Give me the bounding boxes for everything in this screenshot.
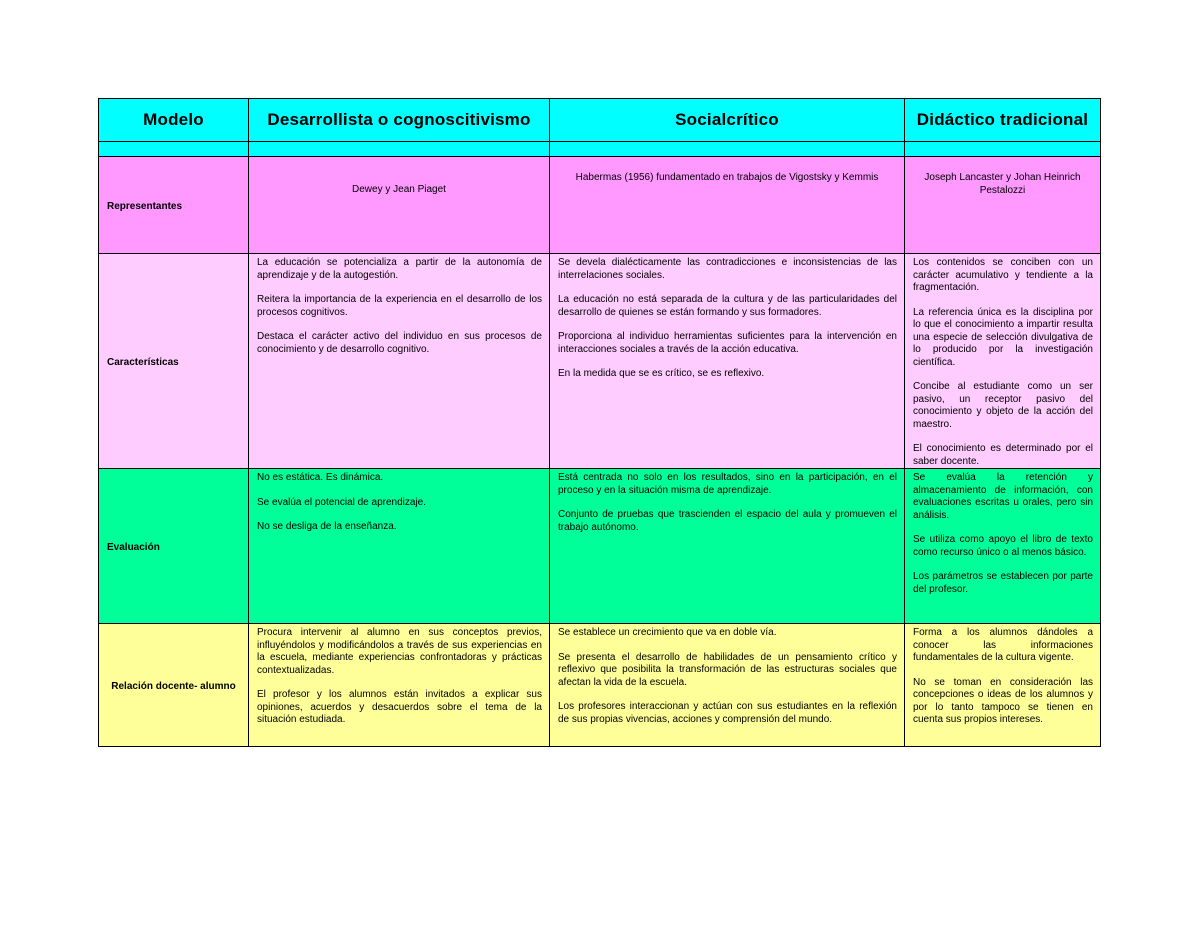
paragraph: Se utiliza como apoyo el libro de texto como recurso único o al menos básico. [913,534,1093,558]
paragraph: Conjunto de pruebas que trascienden el espacio del aula y promueven el trabajo autónomo. [558,509,897,533]
paragraph: Los contenidos se conciben con un carácter acumulativo y tendiente a la fragmentación. [913,257,1093,293]
label-cell [99,624,249,747]
header-socialcritico-cell [550,99,905,142]
paragraph: El conocimiento es determinado por el saber docente. [913,443,1093,467]
paragraph: Los profesores interaccionan y actúan con sus estudiantes en la reflexión de sus propias vivencias, acciones y comprensión del mundo. [558,701,897,725]
header-modelo-cell [99,99,249,142]
paragraph: Se devela dialécticamente las contradicciones e inconsistencias de las interrelaciones sociales. [558,257,897,281]
representantes-didactico-cell [905,157,1101,254]
paragraph: Se evalúa el potencial de aprendizaje. [257,496,427,508]
label-cell [99,157,249,254]
row-label-representantes: Representantes [107,201,183,212]
header-didactico: Didáctico tradicional [916,110,1089,129]
paragraph: Se evalúa la retención y almacenamiento de información, con evaluaciones escritas u orales, pero sin análisis. [913,472,1093,521]
paragraph: Concibe al estudiante como un ser pasivo, un receptor pasivo del conocimiento y objeto de la acción del maestro. [913,381,1093,430]
relacion-desarrollista-cell [249,624,550,747]
paragraph: El profesor y los alumnos están invitados a explicar sus opiniones, acuerdos y desacuerdos sobre el tema de la situación estudiada. [257,689,542,725]
paragraph: Se presenta el desarrollo de habilidades de un pensamiento crítico y reflexivo que posibilita la transformación de las estructuras sociales que afectan la vida de la escuela. [558,651,897,688]
header-desarrollista: Desarrollista o cognoscitivismo [267,110,531,129]
paragraph: Está centrada no solo en los resultados, sino en la participación, en el proceso y en la situación misma de aprendizaje. [558,472,897,496]
paragraph: En la medida que se es crítico, se es reflexivo. [558,368,765,379]
header-socialcritico: Socialcrítico [675,110,779,129]
paragraph: No es estática. Es dinámica. [257,472,384,483]
header-row [99,99,1101,142]
spacer-row [99,142,1101,157]
caracteristicas-desarrollista-cell [249,254,550,469]
paragraph: Se establece un crecimiento que va en doble vía. [558,627,777,638]
representantes-desarrollista-cell [249,157,550,254]
header-modelo: Modelo [143,110,204,129]
paragraph: Los parámetros se establecen por parte del profesor. [913,571,1093,595]
paragraph: La educación se potencializa a partir de la autonomía de aprendizaje y de la autogestión. [257,257,542,281]
header-desarrollista-cell [249,99,550,142]
header-didactico-cell [905,99,1101,142]
row-label-caracteristicas: Características [107,357,179,368]
paragraph: Proporciona al individuo herramientas suficientes para la intervención en interacciones sociales a través de la acción educativa. [558,331,897,355]
spacer-cell [905,142,1101,157]
evaluacion-desarrollista-cell [249,469,550,624]
row-caracteristicas [99,254,1101,469]
spacer-cell [249,142,550,157]
paragraph: Reitera la importancia de la experiencia en el desarrollo de los procesos cognitivos. [257,294,542,318]
spacer-cell [550,142,905,157]
paragraph: Procura intervenir al alumno en sus conceptos previos, influyéndolos y modificándolos a través de sus experiencias en la escuela, mediante experiencias confrontadoras y prácticas contextualizadas. [257,627,542,676]
paragraph: No se desliga de la enseñanza. [257,521,397,532]
relacion-socialcritico-cell [550,624,905,747]
representantes-socialcritico: Habermas (1956) fundamentado en trabajos de Vigostsky y Kemmis [575,172,879,183]
representantes-desarrollista: Dewey y Jean Piaget [352,184,446,195]
paragraph: Forma a los alumnos dándoles a conocer las informaciones fundamentales de la cultura vigente. [913,627,1093,663]
paragraph: No se toman en consideración las concepciones o ideas de los alumnos y por lo tanto tampoco se tienen en cuenta sus propios intereses. [913,676,1093,725]
row-relacion [99,624,1101,747]
row-representantes [99,157,1101,254]
label-cell [99,469,249,624]
row-label-relacion: Relación docente- alumno [111,681,236,692]
row-label-evaluacion: Evaluación [107,542,160,553]
evaluacion-socialcritico-cell [550,469,905,624]
caracteristicas-didactico-cell [905,254,1101,469]
row-evaluacion [99,469,1101,624]
caracteristicas-socialcritico-cell [550,254,905,469]
spacer-cell [99,142,249,157]
representantes-didactico: Joseph Lancaster y Johan Heinrich Pestalozzi [924,172,1081,196]
representantes-socialcritico-cell [550,157,905,254]
relacion-didactico-cell [905,624,1101,747]
paragraph: La educación no está separada de la cultura y de las particularidades del desarrollo de quienes se están formando y sus formadores. [558,294,897,318]
evaluacion-didactico-cell [905,469,1101,624]
paragraph: Destaca el carácter activo del individuo en sus procesos de conocimiento y de desarrollo cognitivo. [257,331,542,355]
paragraph: La referencia única es la disciplina por lo que el conocimiento a impartir resulta una especie de selección divulgativa de lo producido por la investigación científica. [913,306,1093,368]
comparison-table [98,98,1101,747]
label-cell [99,254,249,469]
